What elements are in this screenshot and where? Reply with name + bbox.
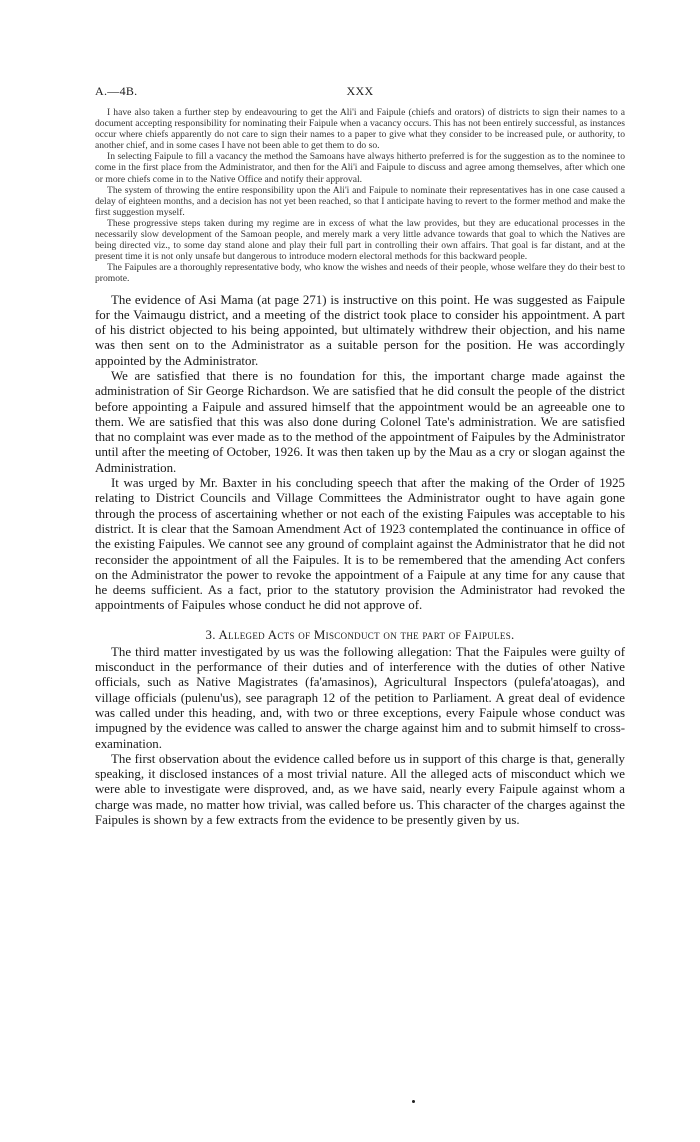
quoted-paragraph: In selecting Faipule to fill a vacancy the method the Samoans have always hitherto preferred is for the suggestion as to the nominee to come in the first place from the Administrator, and then for the Ali'i and Faipule to discuss and agree among themselves, after which one or more chiefs come in to the Native Office and notify their approval. [95,151,625,185]
section-heading: 3. Alleged Acts of Misconduct on the part of Faipules. [205,627,515,642]
quoted-paragraph: The system of throwing the entire responsibility upon the Ali'i and Faipule to nominate their representatives has in one case caused a delay of eighteen months, and a decision has not yet been reached, so that I anticipate having to revert to the former method and make the first suggestion myself. [95,184,625,218]
document-page [95,84,625,828]
section-paragraph: The third matter investigated by us was the following allegation: That the Faipules were guilty of misconduct in the performance of their duties and of interference with the duties of other Native officials, such as Native Magistrates (fa'amasinos), Agricultural Inspectors (pulefa'atoagas), and village officials (pulenu'us), see paragraph 12 of the petition to Parliament. A great deal of evidence was called under this heading, and, with two or three exceptions, every Faipule whose conduct was impugned by the evidence was called to answer the charge against him and to submit himself to cross-examination. [95,644,625,751]
page-number: XXX [346,84,374,98]
quoted-statement [95,107,625,285]
quoted-paragraph: I have also taken a further step by endeavouring to get the Ali'i and Faipule (chiefs and orators) of districts to sign their names to a document accepting responsibility for nominating their Faipule when a vacancy occurs. This has not been entirely successful, as instances occur where chiefs apparently do not care to sign their names to a paper to give what they consider to be increased pule, or authority, to another chief, and in some cases I have not been able to get them to do so. [95,107,625,152]
page-header [95,84,625,99]
body-paragraph: It was urged by Mr. Baxter in his concluding speech that after the making of the Order of 1925 relating to District Councils and Village Committees the Administrator ought to have again gone through the process of ascertaining whether or not each of the existing Faipules was acceptable to his district. It is clear that the Samoan Amendment Act of 1923 contemplated the continuance in office of the existing Faipules. We cannot see any ground of complaint against the Administrator that he did not reconsider the appointment of all the Faipules. It is to be remembered that the amending Act confers on the Administrator the power to revoke the appointment of a Faipule at any time for any cause that he deems sufficient. As a fact, prior to the statutory provision the Administrator had revoked the appointments of Faipules whose conduct he did not approve of. [95,476,625,613]
section-paragraph: The first observation about the evidence called before us in support of this charge is that, generally speaking, it disclosed instances of a most trivial nature. All the alleged acts of misconduct which we were able to investigate were disproved, and, as we have said, nearly every Faipule against whom a charge was made, no matter how trivial, was called before us. This character of the charges against the Faipules is shown by a few extracts from the evidence to be presently given by us. [95,751,625,827]
ink-speck [412,1100,415,1103]
body-paragraph: The evidence of Asi Mama (at page 271) is instructive on this point. He was suggested as Faipule for the Vaimaugu district, and a meeting of the district took place to consider his appointment. A part of his district objected to his being appointed, but ultimately withdrew their objection, and his name was then sent on to the Administrator as a suitable person for the position. He was accordingly appointed by the Administrator. [95,292,625,368]
body-paragraph: We are satisfied that there is no foundation for this, the important charge made against the administration of Sir George Richardson. We are satisfied that he did consult the people of the district before appointing a Faipule and assured himself that the appointment would be an agreeable one to them. We are satisfied that this was also done during Colonel Tate's administration. We are satisfied that no complaint was ever made as to the method of the appointment of Faipules by the Administrator until after the meeting of October, 1926. It was then taken up by the Mau as a cry or slogan against the Administration. [95,368,625,475]
section-text [95,645,625,829]
quoted-paragraph: The Faipules are a thoroughly representative body, who know the wishes and needs of their people, whose welfare they do their best to promote. [95,262,625,285]
body-text [95,293,625,614]
quoted-paragraph: These progressive steps taken during my regime are in excess of what the law provides, but they are educational processes in the necessarily slow development of the Samoan people, and merely mark a very little advance towards that goal to which the Natives are being directed viz., to some day stand alone and play their full part in controlling their own affairs. That goal is far distant, and at the present time it is not only unsafe but dangerous to introduce modern electoral methods for this backward people. [95,217,625,263]
document-reference: A.—4B. [95,84,138,98]
